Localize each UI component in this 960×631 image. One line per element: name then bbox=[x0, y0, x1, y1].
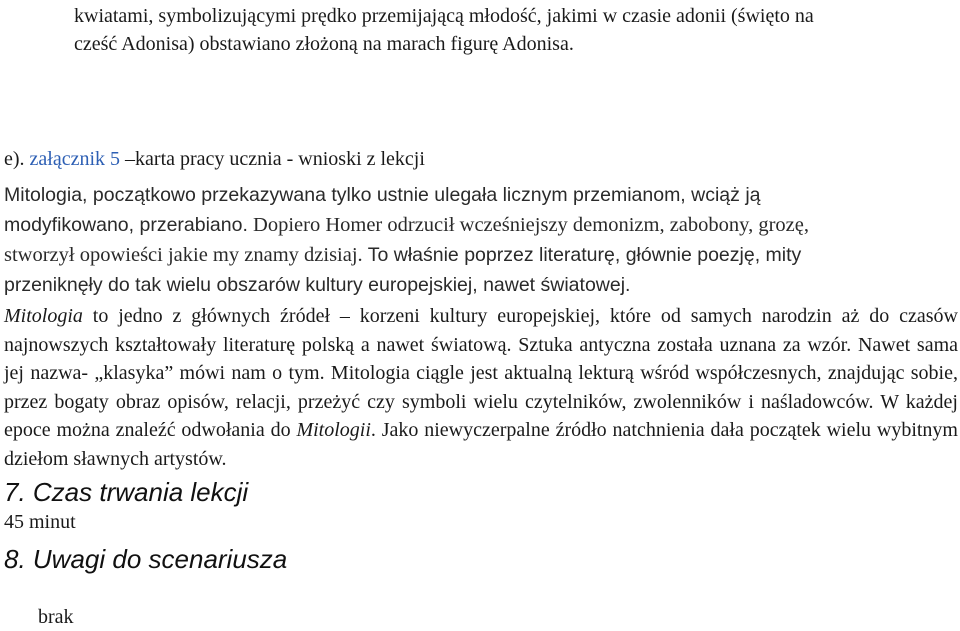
summary-line-2b: Dopiero Homer odrzucił wcześniejszy demonizm, zabobony, grozę, bbox=[247, 214, 809, 236]
italic-mitologia: Mitologia bbox=[4, 305, 83, 327]
summary-line-2a: modyfikowano, przerabiano. bbox=[4, 214, 248, 236]
adonis-paragraph bbox=[74, 2, 954, 58]
summary-line-1: Mitologia, początkowo przekazywana tylko ustnie ulegała licznym przemianom, wciąż ją bbox=[4, 184, 761, 206]
summary-line-3a: stworzył opowieści jakie my znamy dzisiaj. bbox=[4, 244, 363, 266]
summary-line-4: przeniknęły do tak wielu obszarów kultury europejskiej, nawet światowej. bbox=[4, 274, 631, 296]
attachment-link[interactable]: załącznik 5 bbox=[29, 148, 121, 170]
adonis-line-1: kwiatami, symbolizującymi prędko przemijającą młodość, jakimi w czasie adonii (święto na bbox=[74, 5, 814, 27]
adonis-line-2: cześć Adonisa) obstawiano złożoną na marach figurę Adonisa. bbox=[74, 33, 574, 55]
mythology-significance-paragraph bbox=[4, 302, 958, 473]
significance-text-2: . Jako niewyczerpalne źródło natchnienia dała początek wielu wybitnym dziełom sławnych artystów. bbox=[4, 419, 958, 470]
attachment-prefix: e). bbox=[4, 148, 30, 170]
italic-mitologii: Mitologii bbox=[296, 419, 371, 441]
section-7-heading: 7. Czas trwania lekcji bbox=[4, 477, 249, 507]
summary-line-3b: To właśnie poprzez literaturę, głównie poezję, mity bbox=[362, 244, 802, 266]
lesson-duration-value: 45 minut bbox=[4, 511, 76, 533]
attachment-paragraph bbox=[4, 145, 956, 173]
significance-text-1: to jedno z głównych źródeł – korzeni kultury europejskiej, które od samych narodzin aż do czasów najnowszych kształtowały literaturę polską a nawet światową. Sztuka antyczna została uznana za wzór. Nawet sama jej nazwa- „klasyka” mówi nam o tym. Mitologia ciągle jest aktualną lekturą wśród współczesnych, znajdując sobie, przez bogaty obraz opisów, relacji, przeżyć czy symboli wielu czytelników, zwolenników i naśladowców. W każdej epoce można znaleźć odwołania do bbox=[4, 305, 958, 441]
attachment-suffix: –karta pracy ucznia - wnioski z lekcji bbox=[120, 148, 425, 170]
mythology-summary-paragraph bbox=[4, 180, 956, 300]
section-8-heading: 8. Uwagi do scenariusza bbox=[4, 544, 288, 574]
scenario-notes-value: brak bbox=[38, 606, 74, 628]
